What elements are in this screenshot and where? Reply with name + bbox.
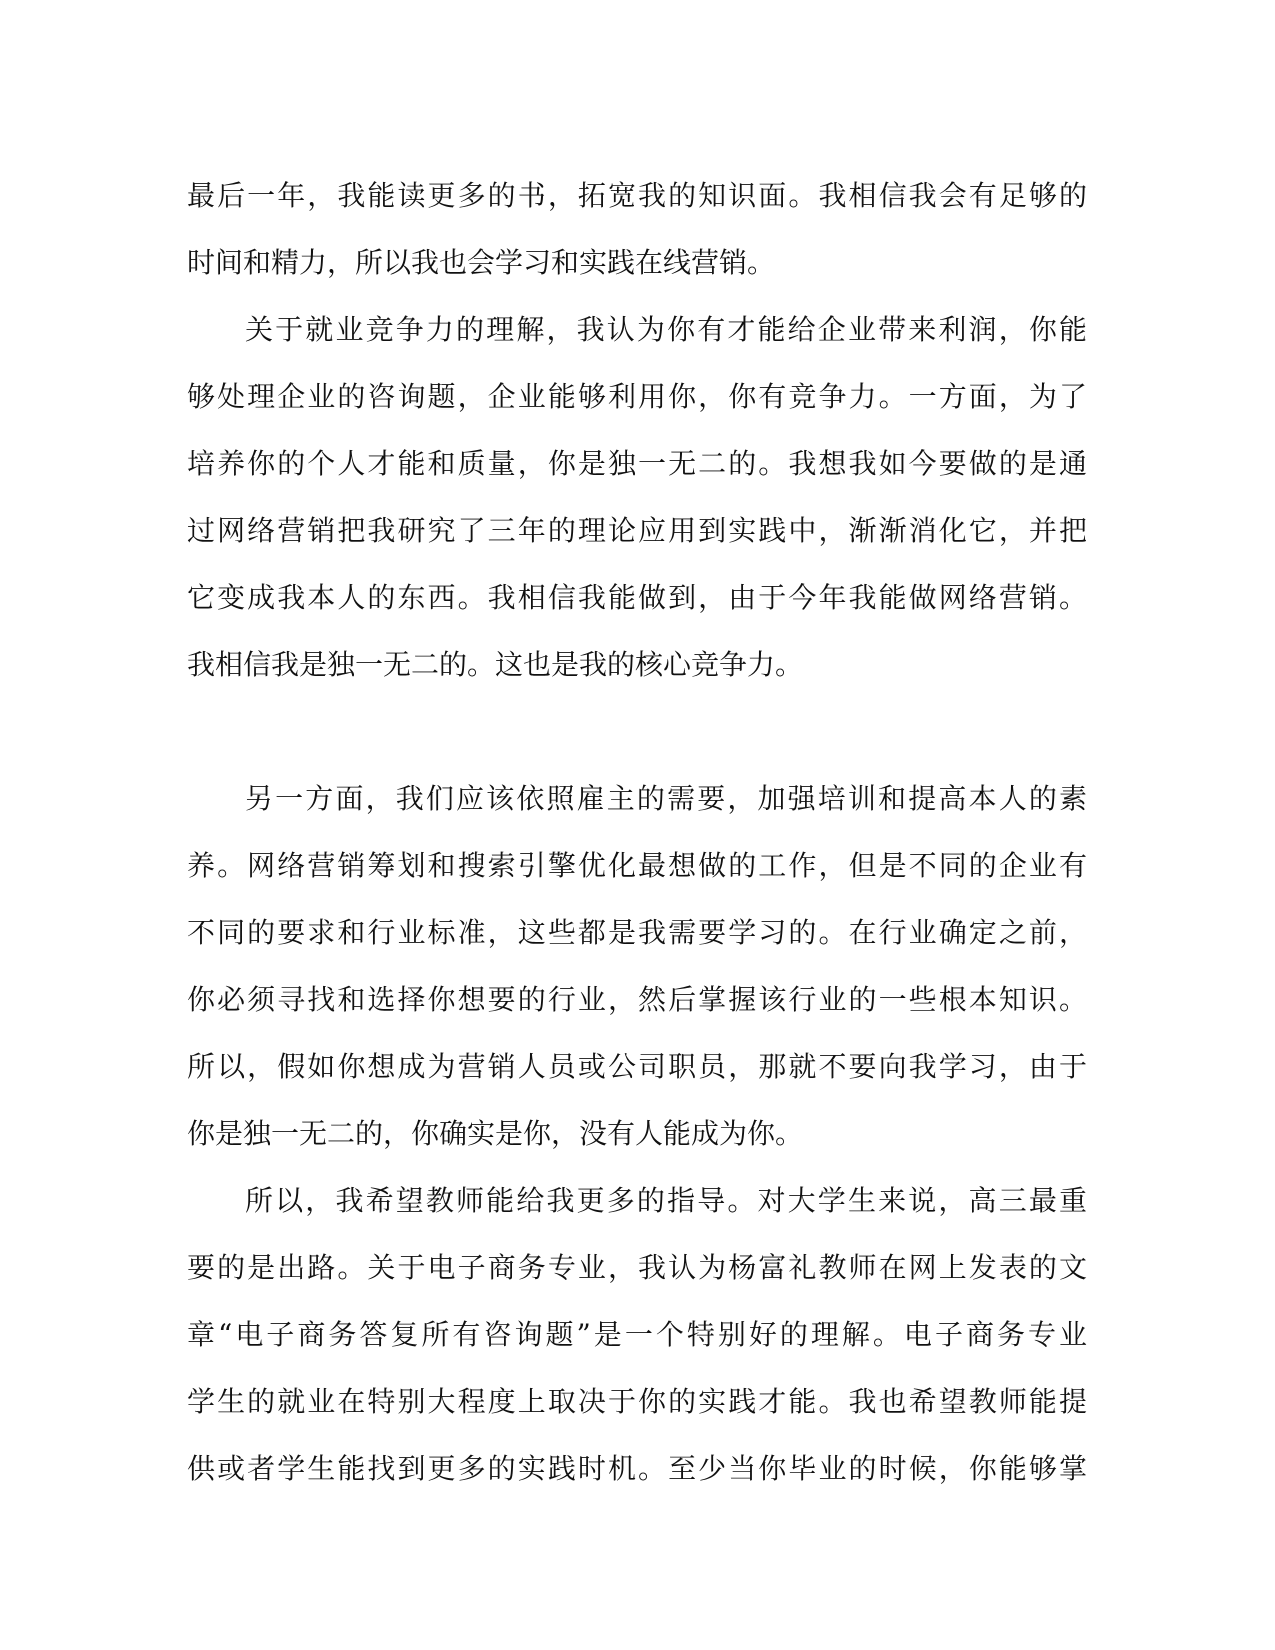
text-line: 学生的就业在特别大程度上取决于你的实践才能。我也希望教师能提: [187, 1385, 1087, 1418]
paragraph-spacer: [187, 698, 1087, 765]
text-line: 另一方面，我们应该依照雇主的需要，加强培训和提高本人的素: [245, 782, 1087, 815]
text-line: 章“电子商务答复所有咨询题”是一个特别好的理解。电子商务专业: [187, 1318, 1087, 1351]
text-line: 时间和精力，所以我也会学习和实践在线营销。: [187, 246, 776, 279]
text-line: 够处理企业的咨询题，企业能够利用你，你有竞争力。一方面，为了: [187, 380, 1087, 413]
paragraph-4: [187, 1167, 1087, 1502]
text-line: 你是独一无二的，你确实是你，没有人能成为你。: [187, 1117, 804, 1150]
text-line: 过网络营销把我研究了三年的理论应用到实践中，渐渐消化它，并把: [187, 514, 1087, 547]
text-line: 养。网络营销筹划和搜索引擎优化最想做的工作，但是不同的企业有: [187, 849, 1087, 882]
text-line: 所以，假如你想成为营销人员或公司职员，那就不要向我学习，由于: [187, 1050, 1087, 1083]
text-line: 不同的要求和行业标准，这些都是我需要学习的。在行业确定之前，: [187, 916, 1087, 949]
paragraph-3: [187, 765, 1087, 1167]
text-line: 要的是出路。关于电子商务专业，我认为杨富礼教师在网上发表的文: [187, 1251, 1087, 1284]
text-line: 供或者学生能找到更多的实践时机。至少当你毕业的时候，你能够掌: [187, 1452, 1087, 1485]
text-line: 培养你的个人才能和质量，你是独一无二的。我想我如今要做的是通: [187, 447, 1087, 480]
document-body: [187, 162, 1087, 1502]
text-line: 我相信我是独一无二的。这也是我的核心竞争力。: [187, 648, 804, 681]
text-line: 关于就业竞争力的理解，我认为你有才能给企业带来利润，你能: [245, 313, 1087, 346]
text-line: 最后一年，我能读更多的书，拓宽我的知识面。我相信我会有足够的: [187, 179, 1087, 212]
paragraph-1: [187, 162, 1087, 296]
text-line: 它变成我本人的东西。我相信我能做到，由于今年我能做网络营销。: [187, 581, 1087, 614]
text-line: 你必须寻找和选择你想要的行业，然后掌握该行业的一些根本知识。: [187, 983, 1087, 1016]
paragraph-2: [187, 296, 1087, 698]
text-line: 所以，我希望教师能给我更多的指导。对大学生来说，高三最重: [245, 1184, 1087, 1217]
